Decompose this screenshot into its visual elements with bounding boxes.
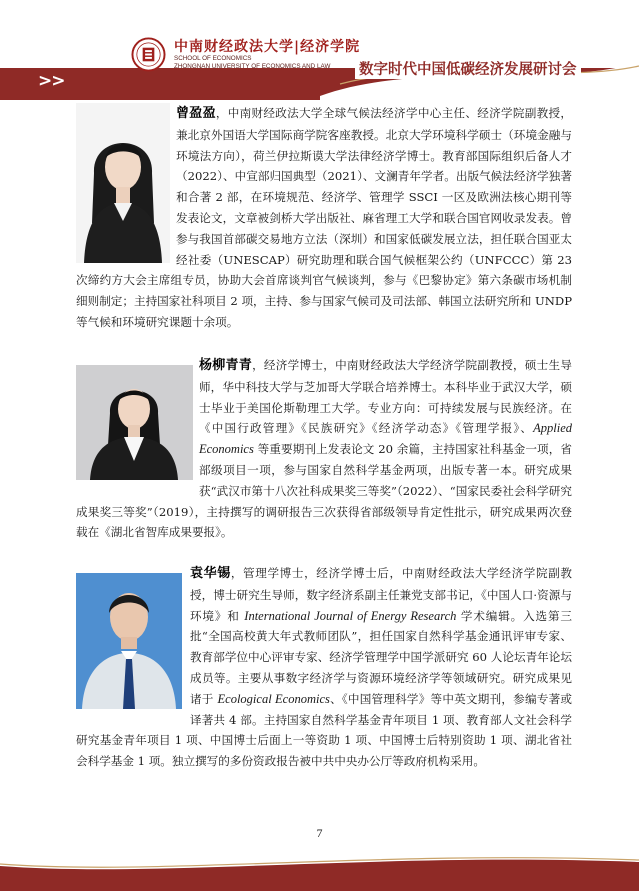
bio-text: ，经济学博士，中南财经政法大学经济学院副教授，硕士生导师，华中科技大学与芝加哥大学联合培养博士。本科毕业于武汉大学，硕士毕业于美国伦斯勒理工大学。专业方向：可持续发展与民族经济。在《中国行政管理》《民族研究》《经济学动态》《管理学报》、 [199,358,572,436]
bio-text: ，管理学博士，经济学博士后，中南财经政法大学经济学院副教授，博士研究生导师，数字经济系副主任兼党支部书记，《中国人口·资源与环境》和 [190,566,572,623]
conference-title: 数字时代中国低碳经济发展研讨会 [355,58,581,79]
university-logo-icon [131,37,166,72]
portrait-photo [76,573,182,709]
bio-text: 、《中国管理科学》等中英文期刊，参编专著或译著共 4 部。主持国家自然科学基金青年项目 1 项、教育部人文社会科学研究基金青年项目 1 项、中国博士后面上一等资助 1 项、中国博士后特别资助 1 项、湖北省社会科学基金 1 项。独立撰写的多份资政报告被中共中央办公厅等政府机构采用。 [76,691,573,769]
journal-title: Applied Economics [199,421,572,457]
bio-text: 学术编辑。入选第三批“全国高校黄大年式教师团队”，担任国家自然科学基金通讯评审专家、教育部学位中心评审专家、经济学管理学中国学派研究 60 人论坛青年论坛成员等。主要从事数字经济学与资源环境经济学等领域研究。研究成果见诸于 [190,608,573,706]
bio-section [76,103,572,333]
journal-title: International Journal of Energy Research [244,608,457,623]
page-number: 7 [316,826,323,840]
portrait-photo [76,103,170,263]
bio-section [76,563,572,772]
person-name: 袁华锡 [190,566,231,581]
school-name-en-line2: ZHONGNAN UNIVERSITY OF ECONOMICS AND LAW [174,63,331,70]
bio-text: ，中南财经政法大学全球气候法经济学中心主任、经济学院副教授，兼北京外国语大学国际商学院客座教授。北京大学环境科学硕士（环境金融与环境法方向），荷兰伊拉斯谟大学法律经济学博士。教育部国际组织后备人才（2022）、中宣部归国典型（2021）、文澜青年学者。出版气候法经济学独著和合著 2 部，在环境规范、经济学、管理学 SSCI 一区及欧洲法核心期刊等发表论文，文章被剑桥大学出版社、麻省理工大学和联合国官网收录发表。曾参与我国首部碳交易地方立法（深圳）和国家低碳发展立法，担任联合国亚太经社委（UNESCAP）研究助理和联合国气候框架公约（UNFCCC）第 23 次缔约方大会主席组专员，协助大会首席谈判官气候谈判，参与《巴黎协定》第六条碳市场机制细则制定；主持国家社科项目 2 项，主持、参与国家气候司及司法部、韩国立法研究所和 UNDP 等气候和环境研究课题十余项。 [76,106,573,329]
school-name-cn: 中南财经政法大学|经济学院 [174,39,361,55]
portrait-photo [76,365,193,480]
bio-section [76,355,572,543]
journal-title: Ecological Economics [217,691,330,706]
person-name: 杨柳青青 [199,358,253,373]
school-name-en-line1: SCHOOL OF ECONOMICS [174,55,252,62]
chevron-right-icon: >> [38,71,65,91]
bio-text: 等重要期刊上发表论文 20 余篇，主持国家社科基金一项，省部级项目一项，参与国家自然科学基金两项，出版专著一本。研究成果获“武汉市第十八次社科成果奖三等奖”（2022）、“国家民委社会科学研究成果奖三等奖”（2019），主持撰写的调研报告三次获得省部级领导肯定性批示，研究成果两次登载在《湖北省智库成果要报》。 [76,442,572,540]
person-name: 曾盈盈 [176,106,216,121]
page-header [0,0,639,100]
footer-wave-decoration [0,848,639,891]
